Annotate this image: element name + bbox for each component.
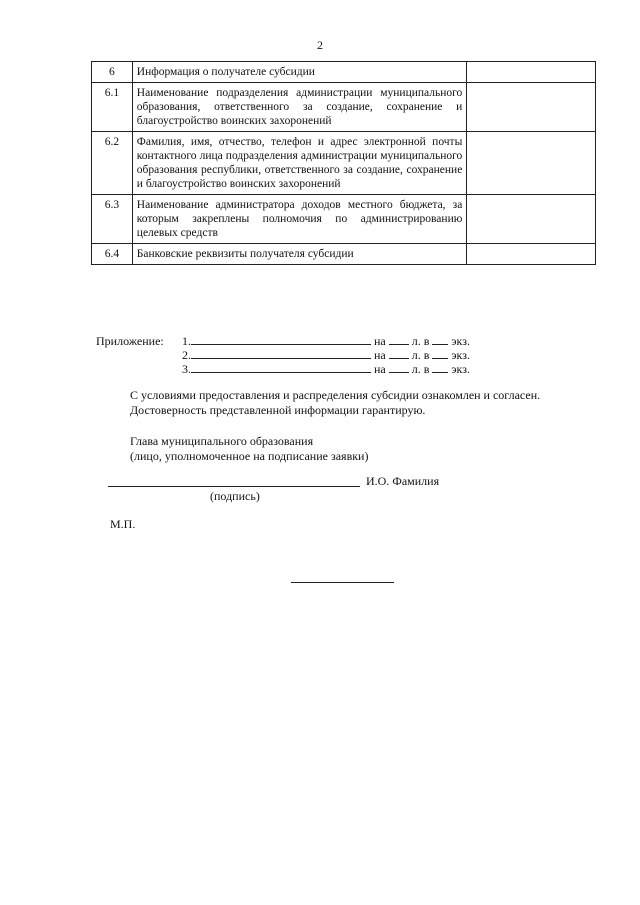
attachment-sheets-field[interactable] <box>389 348 409 359</box>
row-description: Наименование администратора доходов местного бюджета, за которым закреплены полномочия по администрированию целевых средств <box>132 195 467 244</box>
application-table <box>91 61 596 265</box>
attachment-na-label: на <box>374 362 386 376</box>
attachment-sheets-label: л. в <box>411 362 430 376</box>
head-title: Глава муниципального образования <box>130 434 314 448</box>
page-number: 2 <box>317 38 323 52</box>
row-description: Информация о получателе субсидии <box>132 62 467 83</box>
row-description: Банковские реквизиты получателя субсидии <box>132 244 467 265</box>
table-row <box>92 132 596 195</box>
head-note: (лицо, уполномоченное на подписание заявки) <box>130 449 369 463</box>
attachment-copies-field[interactable] <box>432 348 448 359</box>
attachment-na-label: на <box>374 348 386 362</box>
row-number: 6.3 <box>92 195 133 244</box>
row-value-cell[interactable] <box>467 195 596 244</box>
row-number: 6.4 <box>92 244 133 265</box>
attachment-item-number: 3. <box>182 362 191 376</box>
guarantee-line: Достоверность представленной информации гарантирую. <box>130 403 426 417</box>
attachment-sheets-label: л. в <box>411 334 430 348</box>
table-row <box>92 195 596 244</box>
attachment-name-field[interactable] <box>191 362 371 373</box>
agreement-line: С условиями предоставления и распределения субсидии ознакомлен и согласен. <box>130 388 541 402</box>
attachment-sheets-label: л. в <box>411 348 430 362</box>
attachment-copies-label: экз. <box>451 334 470 348</box>
attachment-copies-label: экз. <box>451 362 470 376</box>
attachment-na-label: на <box>374 334 386 348</box>
end-divider <box>291 582 394 583</box>
attachment-item <box>182 348 470 363</box>
table-row <box>92 83 596 132</box>
row-value-cell[interactable] <box>467 83 596 132</box>
attachment-name-field[interactable] <box>191 334 371 345</box>
attachment-name-field[interactable] <box>191 348 371 359</box>
table-row <box>92 62 596 83</box>
attachment-copies-field[interactable] <box>432 334 448 345</box>
signature-field[interactable] <box>108 486 360 487</box>
head-block <box>130 434 368 464</box>
row-value-cell[interactable] <box>467 244 596 265</box>
signatory-name: И.О. Фамилия <box>366 474 440 488</box>
signature-caption: (подпись) <box>210 489 260 503</box>
row-number: 6.2 <box>92 132 133 195</box>
row-value-cell[interactable] <box>467 62 596 83</box>
attachment-copies-field[interactable] <box>432 362 448 373</box>
attachment-item <box>182 362 470 377</box>
attachment-sheets-field[interactable] <box>389 362 409 373</box>
agreement-text <box>130 388 540 418</box>
table-row <box>92 244 596 265</box>
stamp-label: М.П. <box>110 517 136 531</box>
attachment-item-number: 1. <box>182 334 191 348</box>
attachment-item <box>182 334 470 349</box>
row-number: 6 <box>92 62 133 83</box>
row-description: Наименование подразделения администрации муниципального образования, ответственного за создание, сохранение и благоустройство воинских захоронений <box>132 83 467 132</box>
attachment-sheets-field[interactable] <box>389 334 409 345</box>
attachment-copies-label: экз. <box>451 348 470 362</box>
row-number: 6.1 <box>92 83 133 132</box>
row-value-cell[interactable] <box>467 132 596 195</box>
attachment-item-number: 2. <box>182 348 191 362</box>
row-description: Фамилия, имя, отчество, телефон и адрес электронной почты контактного лица подразделения администрации муниципального образования республики, ответственного за создание, сохранение и благоустройство воинских захоронений <box>132 132 467 195</box>
attachment-label: Приложение: <box>96 334 164 348</box>
